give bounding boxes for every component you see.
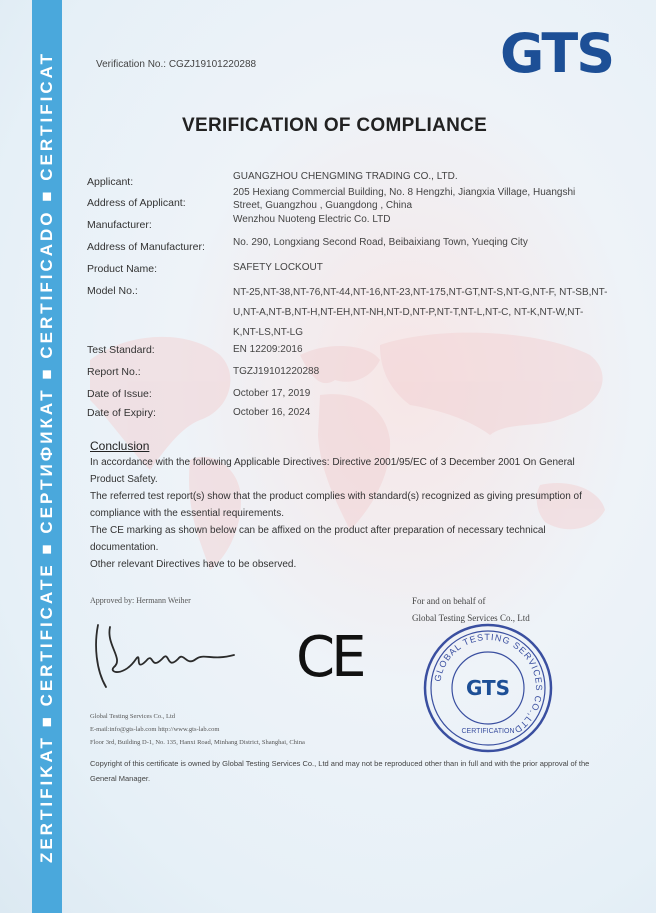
field-label-date-of-expiry: Date of Expiry: xyxy=(87,407,156,419)
ce-mark: CE xyxy=(296,625,363,690)
field-value-product-name: SAFETY LOCKOUT xyxy=(233,262,323,273)
footer-address: Floor 3rd, Building D-1, No. 135, Hanxi Road, Minhang District, Shanghai, China xyxy=(90,739,305,746)
field-value-applicant: GUANGZHOU CHENGMING TRADING CO., LTD. xyxy=(233,171,458,182)
field-label-model-no: Model No.: xyxy=(87,285,138,297)
field-label-manufacturer-address: Address of Manufacturer: xyxy=(87,241,205,253)
field-label-report-no: Report No.: xyxy=(87,366,141,378)
field-value-test-standard: EN 12209:2016 xyxy=(233,344,303,355)
field-label-test-standard: Test Standard: xyxy=(87,344,155,356)
on-behalf-label: For and on behalf of xyxy=(412,596,486,606)
field-value-date-of-expiry: October 16, 2024 xyxy=(233,407,311,418)
seal-bottom-text: CERTIFICATION xyxy=(461,728,515,735)
gts-logo: GTS xyxy=(500,22,614,85)
footer-contact: E-mail:info@gts-lab.com http://www.gts-lab.com xyxy=(90,726,220,733)
field-value-applicant-address: 205 Hexiang Commercial Building, No. 8 Hengzhi, Jiangxia Village, Huangshi Street, Guangzhou , Guangdong , China xyxy=(233,187,576,211)
footer-copyright: Copyright of this certificate is owned by Global Testing Services Co., Ltd and may not be reproduced other than in full and with the prior approval of the General Manager. xyxy=(90,759,590,783)
seal-ring-text: GLOBAL TESTING SERVICES CO.,LTD xyxy=(432,631,545,736)
conclusion-paragraph-2: The referred test report(s) show that the product complies with standard(s) recognized as giving presumption of compliance with the essential requirements. xyxy=(90,491,582,519)
field-value-model-no: NT-25,NT-38,NT-76,NT-44,NT-16,NT-23,NT-175,NT-GT,NT-S,NT-G,NT-F, NT-SB,NT-U,NT-A,NT-B,NT-H,NT-EH,NT-NH,NT-D,NT-P,NT-T,NT-L,NT-C, NT-K,NT-W,NT-K,NT-LS,NT-LG xyxy=(233,287,608,338)
conclusion-paragraph-1: In accordance with the following Applicable Directives: Directive 2001/95/EC of 3 December 2001 On General Product Safety. xyxy=(90,457,575,485)
footer-company: Global Testing Services Co., Ltd xyxy=(90,713,175,720)
certificate-side-strip xyxy=(32,0,62,913)
field-value-manufacturer: Wenzhou Nuoteng Electric Co. LTD xyxy=(233,214,391,225)
seal-center-logo: GTS xyxy=(465,676,511,700)
handwritten-signature xyxy=(84,615,244,695)
conclusion-paragraph-3: The CE marking as shown below can be affixed on the product after preparation of necessary technical documentation. xyxy=(90,525,546,553)
verification-number: Verification No.: CGZJ19101220288 xyxy=(96,59,257,70)
field-label-applicant: Applicant: xyxy=(87,176,134,188)
field-label-date-of-issue: Date of Issue: xyxy=(87,388,152,400)
document-title: VERIFICATION OF COMPLIANCE xyxy=(182,115,488,136)
field-label-manufacturer: Manufacturer: xyxy=(87,219,152,231)
field-label-product-name: Product Name: xyxy=(87,263,158,275)
conclusion-paragraph-4: Other relevant Directives have to be observed. xyxy=(90,559,297,570)
field-label-applicant-address: Address of Applicant: xyxy=(87,197,186,209)
company-seal xyxy=(422,622,554,754)
field-value-date-of-issue: October 17, 2019 xyxy=(233,388,311,399)
field-value-report-no: TGZJ19101220288 xyxy=(233,366,320,377)
approved-by: Approved by: Hermann Weiher xyxy=(90,596,191,605)
field-value-manufacturer-address: No. 290, Longxiang Second Road, Beibaixiang Town, Yueqing City xyxy=(233,237,528,248)
conclusion-heading: Conclusion xyxy=(90,439,150,453)
company-name: Global Testing Services Co., Ltd xyxy=(412,613,530,623)
side-strip-text: ZERTIFIKAT ■ CERTIFICATE ■ СЕРТИФИКАТ ■ CERTIFICADO ■ CERTIFICAT xyxy=(37,50,56,863)
